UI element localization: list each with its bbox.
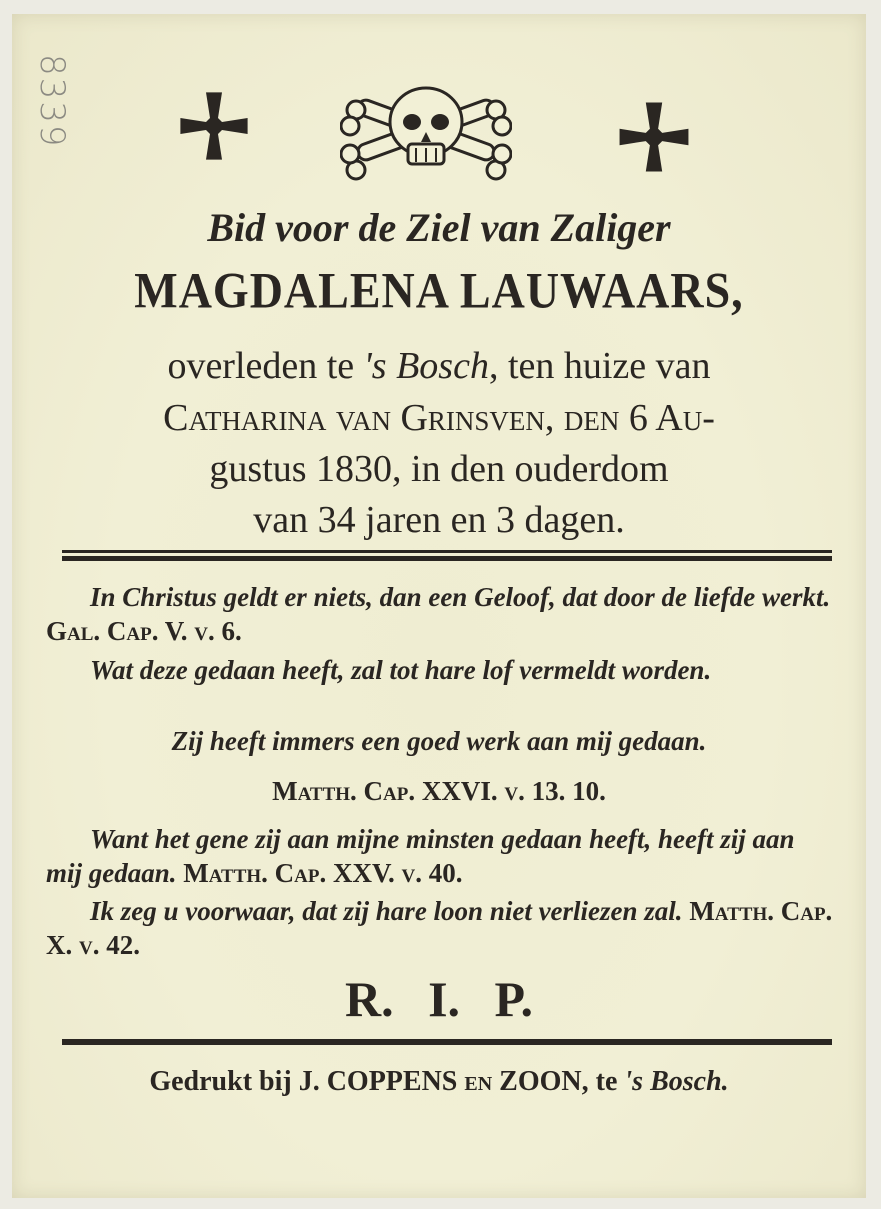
verse-reference: Matth. Cap. XXV. v. 40. [183, 858, 463, 888]
printer-text: ZOON, te [492, 1066, 625, 1097]
verse-reference-text: Matth. Cap. XXVI. v. 13. 10. [272, 776, 606, 806]
printer-text: Gedrukt bij J. COPPENS [149, 1066, 465, 1097]
verse-text: Wat deze gedaan heeft, zal tot hare lof vermeldt worden. [90, 655, 712, 685]
death-place-line [12, 344, 866, 388]
verse-galatians [46, 580, 836, 648]
text: , ten huize van [488, 345, 711, 387]
text: overleden te [167, 345, 364, 387]
age-line: van 34 jaren en 3 dagen. [253, 499, 625, 541]
verse-reference [12, 776, 866, 807]
verse-good-work: Zij heeft immers een goed werk aan mij gedaan. [171, 726, 707, 756]
archive-number: 8339 [32, 54, 72, 149]
verse-reference: Matth. Cap. X. v. 42. [46, 896, 833, 960]
verse-text: In Christus geldt er niets, dan een Geloof, dat door de liefde werkt. [90, 582, 831, 612]
verse-praise [46, 652, 836, 688]
place-name: 's Bosch [363, 345, 489, 387]
verse-text: Want het gene zij aan mijne minsten gedaan heeft, heeft zij aan mij gedaan. [46, 824, 795, 888]
cross-pattee-left-icon [174, 86, 254, 166]
printer-place: 's Bosch. [624, 1066, 729, 1097]
prayer-heading: Bid voor de Ziel van Zaliger [207, 205, 671, 250]
date-line: gustus 1830, in den ouderdom [209, 448, 669, 490]
bottom-rule-divider [62, 1036, 832, 1048]
memorial-card [12, 14, 866, 1198]
rip-inscription: R. I. P. [344, 971, 534, 1027]
double-rule-divider [62, 549, 832, 563]
verse-least [46, 822, 836, 890]
house-owner-line: Catharina van Grinsven, den 6 Au- [163, 397, 715, 439]
cross-pattee-right-icon [613, 96, 695, 178]
verse-text: Ik zeg u voorwaar, dat zij hare loon niet verliezen zal. [90, 896, 683, 926]
deceased-name: MAGDALENA LAUWAARS, [134, 262, 744, 319]
verse-reference: Gal. Cap. V. v. 6. [46, 616, 242, 646]
verse-reward [46, 894, 836, 962]
printer-en: EN [464, 1073, 493, 1095]
printer-imprint [12, 1066, 866, 1098]
skull-crossbones-icon [340, 82, 512, 194]
